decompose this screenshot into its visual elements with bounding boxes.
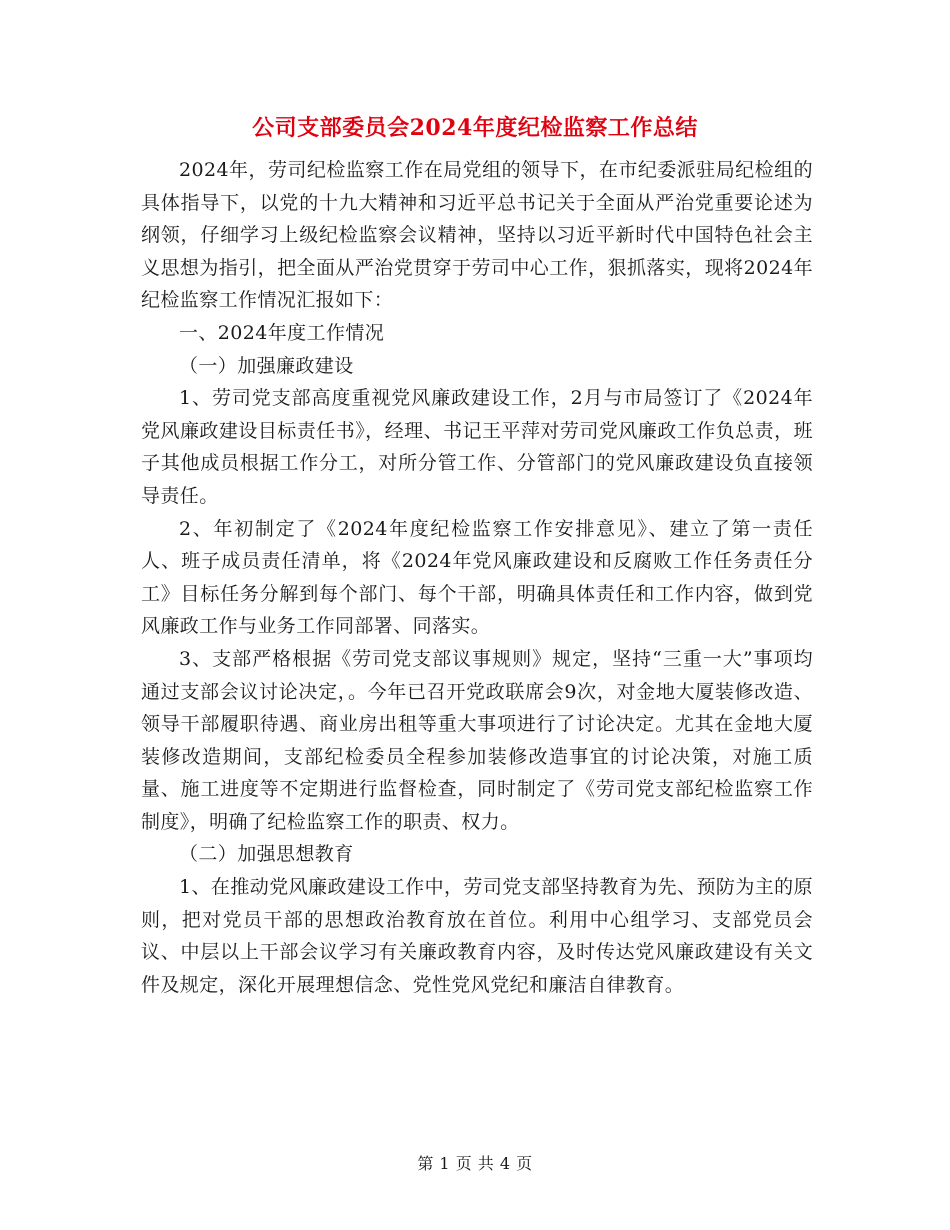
intro-paragraph: 2024年，劳司纪检监察工作在局党组的领导下，在市纪委派驻局纪检组的具体指导下，以党的十九大精神和习近平总书记关于全面从严治党重要论述为纲领，仔细学习上级纪检监察会议精神，坚持以习近平新时代中国特色社会主义思想为指引，把全面从严治党贯穿于劳司中心工作，狠抓落实，现将2024年纪检监察工作情况汇报如下： [141,159,813,312]
body-paragraph: 2、年初制定了《2024年度纪检监察工作安排意见》、建立了第一责任人、班子成员责任清单，将《2024年党风廉政建设和反腐败工作任务责任分工》目标任务分解到每个部门、每个干部，明确具体责任和工作内容，做到党风廉政工作与业务工作同部署、同落实。 [141,517,813,638]
subsection-heading-1: （一）加强廉政建设 [179,354,354,377]
document-title: 公司支部委员会2024年度纪检监察工作总结 [252,115,698,141]
body-paragraph: 1、劳司党支部高度重视党风廉政建设工作，2月与市局签订了《2024年党风廉政建设目标责任书》，经理、书记王平萍对劳司党风廉政工作负总责，班子其他成员根据工作分工，对所分管工作、分管部门的党风廉政建设负直接领导责任。 [141,387,813,507]
subsection-heading-2: （二）加强思想教育 [179,843,354,866]
section-heading-1: 一、2024年度工作情况 [179,321,385,344]
body-paragraph: 3、支部严格根据《劳司党支部议事规则》规定，坚持“三重一大”事项均通过支部会议讨论决定，。今年已召开党政联席会9次，对金地大厦装修改造、领导干部履职待遇、商业房出租等重大事项进行了讨论决定。尤其在金地大厦装修改造期间，支部纪检委员全程参加装修改造事宜的讨论决策，对施工质量、施工进度等不定期进行监督检查，同时制定了《劳司党支部纪检监察工作制度》，明确了纪检监察工作的职责、权力。 [141,647,813,833]
document-body [141,154,813,1001]
page-footer: 第 1 页 共 4 页 [417,1154,533,1173]
body-paragraph: 1、在推动党风廉政建设工作中，劳司党支部坚持教育为先、预防为主的原则，把对党员干部的思想政治教育放在首位。利用中心组学习、支部党员会议、中层以上干部会议学习有关廉政教育内容，及时传达党风廉政建设有关文件及规定，深化开展理想信念、党性党风党纪和廉洁自律教育。 [141,876,813,996]
